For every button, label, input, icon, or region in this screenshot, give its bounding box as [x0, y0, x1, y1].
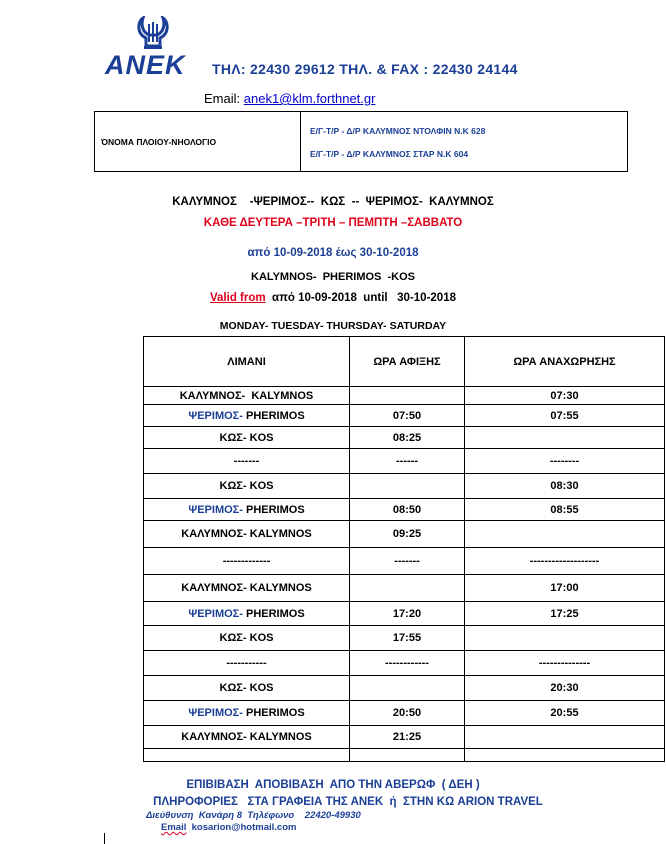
port-cell: [144, 387, 350, 405]
port-greek: ΚΑΛΥΜΝΟΣ-: [181, 731, 247, 743]
footer-email-value: kosarion@hotmail.com: [186, 822, 297, 833]
days-english: MONDAY- TUESDAY- THURSDAY- SATURDAY: [219, 320, 447, 332]
table-row: [144, 521, 665, 548]
boarding-note: ΕΠΙΒΙΒΑΣΗ ΑΠΟΒΙΒΑΣΗ ΑΠΟ ΤΗΝ ΑΒΕΡΩΦ ( ΔΕΗ ): [186, 779, 480, 791]
header-departure: ΩΡΑ ΑΝΑΧΩΡΗΣΗΣ: [465, 337, 665, 387]
departure-cell: 20:30: [465, 676, 665, 701]
anek-logo: [105, 16, 210, 80]
lyre-icon: [135, 16, 171, 50]
port-english: KALYMNOS: [246, 731, 312, 743]
schedule-body: [144, 387, 665, 762]
days-greek: ΚΑΘΕ ΔΕΥΤΕΡΑ –ΤΡΙΤΗ – ΠΕΜΠΤΗ –ΣΑΒΒΑΤΟ: [203, 217, 463, 229]
port-cell: [144, 602, 350, 626]
table-row: [144, 726, 665, 749]
arrival-cell: -------: [350, 548, 465, 575]
departure-cell: --------------: [465, 651, 665, 676]
port-greek: ΚΩΣ-: [219, 682, 247, 694]
valid-dates-text: από 10-09-2018 until 30-10-2018: [265, 292, 456, 304]
footer-email-line: [161, 822, 296, 833]
port-english: KOS: [246, 632, 274, 644]
port-english: PHERIMOS: [242, 707, 305, 719]
port-cell: [144, 726, 350, 749]
table-row: [144, 387, 665, 405]
valid-dates: [0, 292, 666, 304]
port-english: KALYMNOS: [246, 528, 312, 540]
table-row: [144, 427, 665, 449]
departure-cell: [465, 521, 665, 548]
port-greek: ΨΕΡΙΜΟΣ-: [188, 607, 243, 620]
arrival-cell: 08:50: [350, 499, 465, 521]
port-english: KOS: [246, 431, 274, 444]
port-english: KALYMNOS: [246, 582, 312, 594]
table-row: [144, 651, 665, 676]
departure-cell: 17:25: [465, 602, 665, 626]
arrival-cell: 08:25: [350, 427, 465, 449]
port-greek: ΚΑΛΥΜΝΟΣ-: [181, 528, 247, 540]
table-row: [144, 749, 665, 762]
port-greek: ΚΑΛΥΜΝΟΣ-: [181, 582, 247, 594]
arrival-cell: [350, 474, 465, 499]
info-note: ΠΛΗΡΟΦΟΡΙΕΣ ΣΤΑ ΓΡΑΦΕΙΑ ΤΗΣ ΑΝΕΚ ή ΣΤΗΝ ΚΩ ARION TRAVEL: [153, 796, 543, 808]
table-row: [144, 701, 665, 726]
departure-cell: 17:00: [465, 575, 665, 602]
port-greek: -------------: [222, 555, 271, 567]
ship-names-cell: [301, 112, 627, 171]
departure-cell: 08:55: [465, 499, 665, 521]
arrival-cell: 17:55: [350, 626, 465, 651]
port-cell: [144, 499, 350, 521]
schedule-table: [143, 336, 665, 762]
port-cell: [144, 548, 350, 575]
table-row: [144, 626, 665, 651]
arrival-cell: 21:25: [350, 726, 465, 749]
schedule-header-row: [144, 337, 665, 387]
address-line: Διεύθυνση Κανάρη 8 Τηλέφωνο 22420-49930: [146, 810, 361, 821]
table-row: [144, 405, 665, 427]
port-english: PHERIMOS: [242, 409, 305, 422]
header-port: ΛΙΜΑΝΙ: [144, 337, 350, 387]
departure-cell: [465, 726, 665, 749]
footer-email-label: Email: [161, 822, 187, 833]
port-cell: [144, 676, 350, 701]
text-cursor: [104, 833, 105, 844]
table-row: [144, 676, 665, 701]
arrival-cell: [350, 387, 465, 405]
port-greek: ΚΩΣ-: [219, 632, 247, 644]
port-cell: [144, 651, 350, 676]
table-row: [144, 548, 665, 575]
port-cell: [144, 521, 350, 548]
table-row: [144, 499, 665, 521]
arrival-cell: 07:50: [350, 405, 465, 427]
email-line: [204, 91, 375, 106]
port-english: KOS: [246, 480, 274, 492]
port-english: PHERIMOS: [242, 607, 305, 620]
route-english: KALYMNOS- PHERIMOS -KOS: [251, 271, 415, 283]
departure-cell: -------------------: [465, 548, 665, 575]
port-greek: -------: [233, 455, 260, 467]
table-row: [144, 602, 665, 626]
header-arrival: ΩΡΑ ΑΦΙΞΗΣ: [350, 337, 465, 387]
port-greek: ΚΑΛΥΜΝΟΣ-: [179, 389, 246, 402]
valid-from-label: Valid from: [210, 292, 266, 304]
logo-text: ANEK: [105, 50, 186, 80]
port-greek: ΨΕΡΙΜΟΣ-: [188, 409, 243, 422]
departure-cell: [465, 427, 665, 449]
email-label: Email:: [204, 91, 241, 106]
port-cell: [144, 701, 350, 726]
arrival-cell: ------------: [350, 651, 465, 676]
port-cell: [144, 427, 350, 449]
departure-cell: --------: [465, 449, 665, 474]
email-link[interactable]: anek1@klm.forthnet.gr: [243, 91, 376, 106]
arrival-cell: 09:25: [350, 521, 465, 548]
departure-cell: [465, 626, 665, 651]
port-greek: -----------: [226, 657, 267, 669]
port-english: KALYMNOS: [245, 389, 314, 402]
ship-label-cell: [95, 112, 301, 171]
arrival-cell: 20:50: [350, 701, 465, 726]
ship-info-table: [94, 111, 628, 172]
port-greek: ΨΕΡΙΜΟΣ-: [188, 707, 243, 719]
departure-cell: [465, 749, 665, 762]
port-cell: [144, 474, 350, 499]
departure-cell: 08:30: [465, 474, 665, 499]
route-greek: ΚΑΛΥΜΝΟΣ -ΨΕΡΙΜΟΣ-- ΚΩΣ -- ΨΕΡΙΜΟΣ- ΚΑΛΥΜΝΟΣ: [172, 196, 494, 208]
port-cell: [144, 405, 350, 427]
port-greek: ΚΩΣ-: [219, 431, 247, 444]
port-greek: ΚΩΣ-: [219, 480, 247, 492]
port-greek: ΨΕΡΙΜΟΣ-: [188, 503, 243, 516]
port-cell: [144, 449, 350, 474]
arrival-cell: [350, 749, 465, 762]
arrival-cell: [350, 676, 465, 701]
arrival-cell: [350, 575, 465, 602]
port-cell: [144, 626, 350, 651]
departure-cell: 07:55: [465, 405, 665, 427]
dates-greek: από 10-09-2018 έως 30-10-2018: [247, 247, 419, 259]
departure-cell: 20:55: [465, 701, 665, 726]
arrival-cell: 17:20: [350, 602, 465, 626]
port-english: KOS: [246, 682, 274, 694]
ship-label: ΌΝΟΜΑ ΠΛΟΙΟΥ-ΝΗΟΛΟΓΙΟ: [101, 137, 217, 147]
phone-fax-line: ΤΗΛ: 22430 29612 ΤΗΛ. & FAX : 22430 24144: [212, 61, 518, 77]
port-cell: [144, 575, 350, 602]
ship-name: Ε/Γ-Τ/Ρ - Δ/Ρ ΚΑΛΥΜΝΟΣ ΣΤΑΡ Ν.Κ 604: [310, 149, 469, 159]
table-row: [144, 449, 665, 474]
arrival-cell: ------: [350, 449, 465, 474]
port-english: PHERIMOS: [242, 503, 305, 516]
table-row: [144, 575, 665, 602]
departure-cell: 07:30: [465, 387, 665, 405]
table-row: [144, 474, 665, 499]
port-cell: [144, 749, 350, 762]
ship-name: Ε/Γ-Τ/Ρ - Δ/Ρ ΚΑΛΥΜΝΟΣ ΝΤΟΛΦΙΝ Ν.Κ 628: [310, 126, 486, 136]
